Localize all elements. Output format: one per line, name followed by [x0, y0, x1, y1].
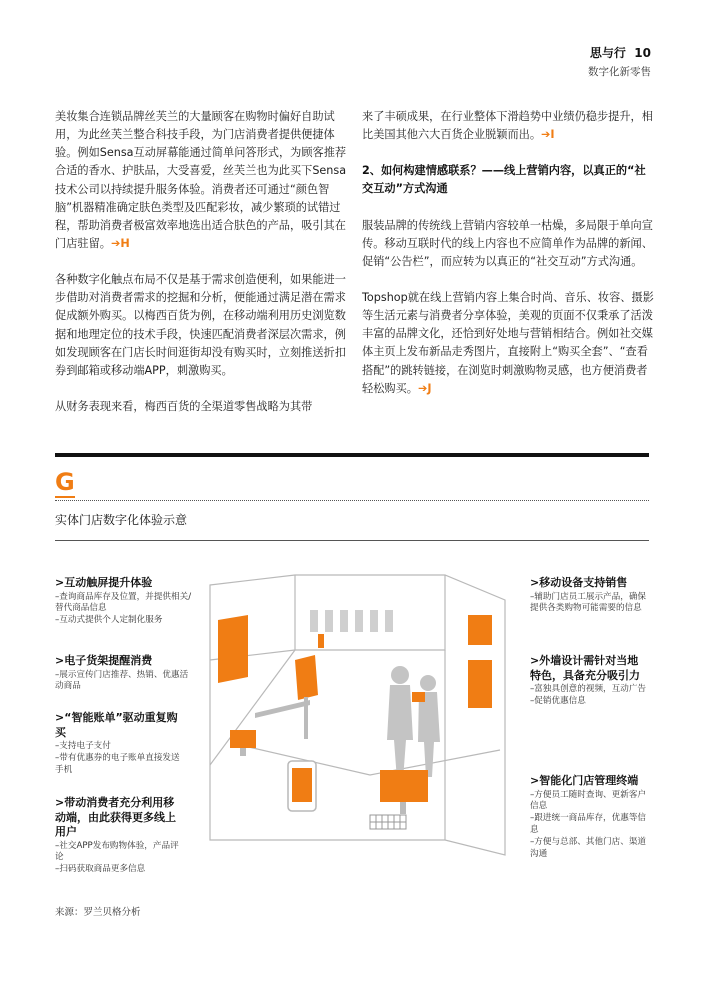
paragraph-sephora — [55, 108, 347, 253]
callout-item: –方便与总部、其他门店、渠道沟通 — [530, 836, 647, 859]
callout-electronic-shelf — [55, 654, 195, 693]
callout-title: >“智能账单”驱动重复购买 — [55, 711, 178, 739]
paragraph-text: 美妆集合连锁品牌丝芙兰的大量顾客在购物时偏好自助试用，为此丝芙兰整合科技手段，为门店消费者提供便捷体验。例如Sensa互动屏幕能通过简单问答形式，为顾客推荐合适的香水、护肤品，大受喜爱，丝芙兰也为此买下Sensa技术公司以持续提升服务体验。消费者还可通过“颜色智脑”机器精准确定肤色类型及匹配彩妆，减少繁琐的试错过程，帮助消费者极富效率地选出适合肤色的产品，吸引其在门店驻留。 — [55, 110, 347, 250]
figure-letter: G — [55, 470, 75, 498]
callout-item: –社交APP发布购物体验，产品评论 — [55, 840, 179, 863]
header-row — [588, 44, 651, 61]
smartphone-icon — [288, 761, 316, 811]
callout-item: –辅助门店员工展示产品，确保提供各类购物可能需要的信息 — [530, 591, 647, 614]
callout-title: >外墙设计需针对当地特色，具备充分吸引力 — [530, 654, 640, 682]
callout-mobile-device — [530, 576, 648, 615]
callout-item: –支持电子支付 — [55, 741, 111, 752]
body-column-left — [55, 108, 347, 434]
callout-item: –跟进统一商品库存，优惠等信息 — [530, 813, 647, 836]
callout-item: –扫码获取商品更多信息 — [55, 864, 146, 875]
wall-display-large — [468, 660, 492, 708]
callout-title: >带动消费者充分利用移动端，由此获得更多线上用户 — [55, 796, 176, 839]
touchscreen-kiosk-icon — [295, 655, 318, 739]
paragraph-continued — [362, 108, 654, 144]
figure-title-rule — [55, 540, 649, 541]
paragraph-touchpoints: 各种数字化触点布局不仅是基于需求创造便利，如果能进一步借助对消费者需求的挖掘和分析，便能通过满足潜在需求促成额外购买。以梅西百货为例，在移动端利用历史浏览数据和地理定位的技术手段，快速匹配消费者深层次需求，例如发现顾客在门店长时间逛街却没有购买时，立刻推送折扣券到邮箱或移动端APP，刺激购买。 — [55, 273, 346, 377]
callout-item: –互动式提供个人定制化服务 — [55, 615, 163, 626]
callout-management-terminal — [530, 774, 648, 861]
callout-title: >电子货架提醒消费 — [55, 654, 153, 667]
paragraph-text: 来了丰硕成果，在行业整体下滑趋势中业绩仍稳步提升，相比美国其他六大百货企业脱颖而出。 — [362, 110, 653, 142]
figure-dotted-rule — [55, 500, 649, 501]
callout-item: –带有优惠券的电子账单直接发送手机 — [55, 752, 180, 775]
figure-ref-i[interactable]: ➔I — [541, 128, 555, 142]
keyboard-icon — [370, 815, 406, 829]
checkout-display — [230, 730, 256, 756]
callout-touchscreen — [55, 576, 195, 627]
header-section: 思与行 — [589, 46, 626, 60]
management-terminal — [380, 770, 428, 814]
store-interior-illustration — [200, 565, 520, 865]
callout-item: –促销优惠信息 — [530, 695, 586, 706]
figure-source: 来源：罗兰贝格分析 — [55, 907, 141, 918]
callout-title: >互动触屏提升体验 — [55, 576, 153, 589]
paragraph-financial: 从财务表现来看，梅西百货的全渠道零售战略为其带 — [55, 399, 313, 413]
callout-title: >智能化门店管理终端 — [530, 774, 639, 787]
callout-item: –查询商品库存及位置，并提供相关/替代商品信息 — [55, 591, 192, 614]
left-wall-screen — [218, 615, 248, 683]
figure-ref-j[interactable]: ➔J — [417, 381, 432, 395]
callout-smart-bill — [55, 711, 185, 777]
paragraph-brand-content: 服装品牌的传统线上营销内容较单一枯燥，多局限于单向宣传。移动互联时代的线上内容也不应简单作为品牌的新闻、促销“公告栏”，而应转为以真正的“社交互动”方式沟通。 — [362, 218, 653, 268]
section-heading: 2、如何构建情感联系？——线上营销内容，以真正的“社交互动”方式沟通 — [362, 164, 646, 196]
page-header — [588, 44, 651, 79]
page-number: 10 — [634, 46, 651, 60]
callout-title: >移动设备支持销售 — [530, 576, 628, 589]
figure-title: 实体门店数字化体验示意 — [55, 513, 188, 527]
paragraph-topshop — [362, 289, 654, 398]
wall-display-small — [468, 615, 492, 645]
callout-mobile-online — [55, 796, 183, 876]
callout-item: –方便员工随时查询、更新客户信息 — [530, 789, 647, 812]
paragraph-text: Topshop就在线上营销内容上集合时尚、音乐、妆容、摄影等生活元素与消费者分享体验，美观的页面不仅秉承了活泼丰富的品牌文化，还恰到好处地与营销相结合。例如社交媒体主页上发布新品走秀图片，直接附上“购买全套”、“查看搭配”的跳转链接，在浏览时刺激购物灵感，也方便消费者轻松购买。 — [362, 290, 654, 395]
header-subtitle: 数字化新零售 — [588, 66, 651, 78]
body-column-right — [362, 108, 654, 416]
figure-top-rule — [55, 453, 649, 457]
callout-exterior-wall — [530, 654, 648, 708]
figure-ref-h[interactable]: ➔H — [110, 236, 130, 250]
callout-item: –富独具创意的视频，互动广告 — [530, 684, 647, 695]
callout-item: –展示宣传门店推荐、热销、优惠活动商品 — [55, 669, 189, 692]
